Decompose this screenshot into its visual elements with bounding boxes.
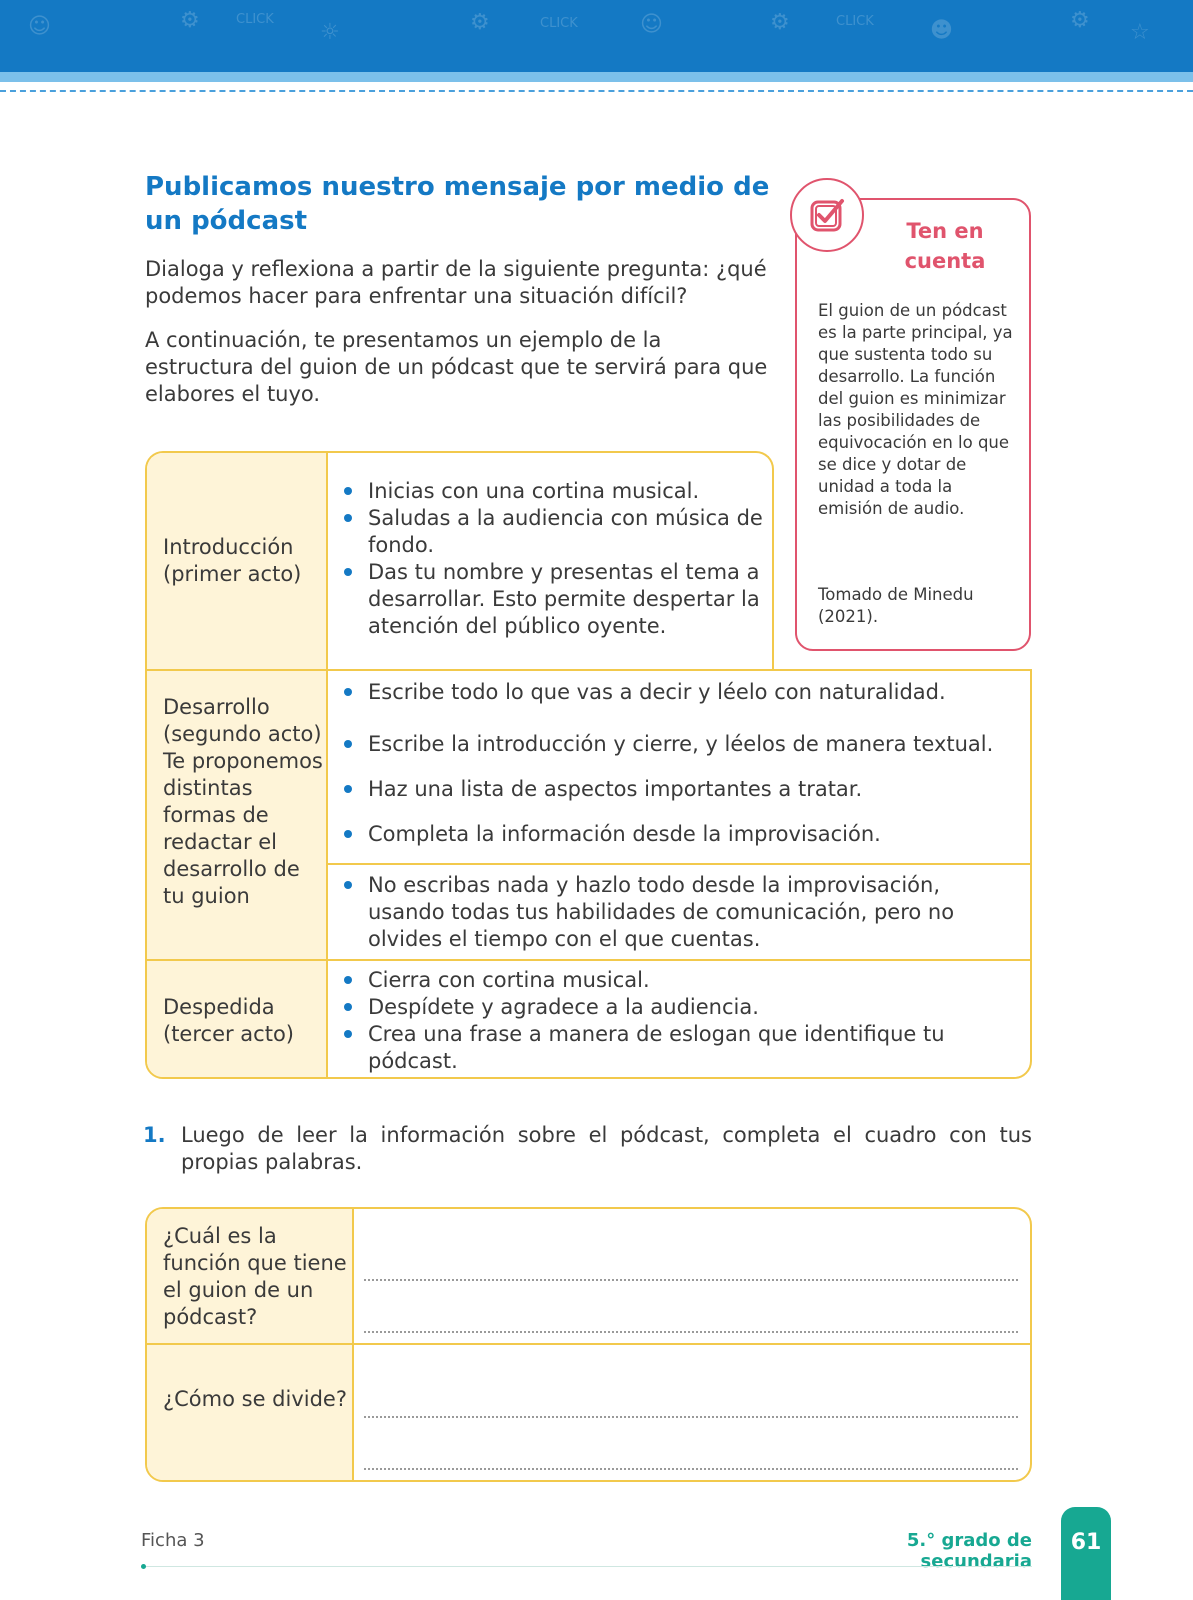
gear-icon: ⚙	[180, 8, 200, 33]
intro-list	[338, 478, 764, 640]
intro-paragraph-1: Dialoga y reflexiona a partir de la siguiente pregunta: ¿qué podemos hacer para enfrentar una situación difícil?	[145, 257, 767, 308]
close-list	[338, 967, 978, 1075]
gear-icon: ⚙	[470, 10, 490, 35]
list-item: Das tu nombre y presentas el tema a desarrollar. Esto permite despertar la atención del público oyente.	[338, 559, 764, 640]
section-title: Publicamos nuestro mensaje por medio de un pódcast	[145, 172, 770, 236]
doodle-text: CLICK	[836, 14, 874, 29]
tip-source: Tomado de Minedu (2021).	[818, 585, 974, 626]
gear-icon: ⚙	[770, 10, 790, 35]
footer-dot	[141, 1564, 146, 1569]
intro-paragraph-2: A continuación, te presentamos un ejemplo de la estructura del guion de un pódcast que te servirá para que elabores el tuyo.	[145, 328, 768, 406]
list-item: Saludas a la audiencia con música de fondo.	[338, 505, 764, 559]
footer-divider	[141, 1566, 1032, 1567]
tip-title: Ten en cuenta	[904, 219, 986, 273]
checklist-icon	[790, 178, 864, 252]
activity-number: 1.	[143, 1123, 166, 1147]
header-banner	[0, 0, 1193, 72]
smiley-icon: ☺	[640, 12, 663, 37]
list-item: No escribas nada y hazlo todo desde la improvisación, usando todas tus habilidades de comunicación, pero no olvides el tiempo con el que cuentas.	[338, 872, 1008, 953]
footer-grade-label: 5.° grado de secundaria	[906, 1530, 1032, 1572]
gear-icon: ⚙	[1070, 8, 1090, 33]
question-2: ¿Cómo se divide?	[163, 1387, 347, 1411]
intro-label: Introducción (primer acto)	[163, 535, 302, 586]
header-divider	[0, 90, 1193, 92]
bulb-icon: ☼	[320, 20, 340, 45]
smiley-icon: ☺	[28, 14, 51, 39]
doodle-text: CLICK	[236, 12, 274, 27]
table-divider	[326, 451, 328, 671]
person-icon: ☻	[930, 18, 953, 43]
table-divider	[326, 669, 328, 1079]
question-1: ¿Cuál es la función que tiene el guion de un pódcast?	[163, 1224, 347, 1329]
list-item: Haz una lista de aspectos importantes a tratar.	[338, 776, 1048, 803]
list-item: Escribe todo lo que vas a decir y léelo con naturalidad.	[338, 679, 1048, 706]
tip-body: El guion de un pódcast es la parte principal, ya que sustenta todo su desarrollo. La función del guion es minimizar las posibilidades de equivocación en lo que se dice y dotar de unidad a toda la emisión de audio.	[818, 301, 1013, 518]
list-item: Completa la información desde la improvisación.	[338, 821, 1048, 848]
table-divider	[145, 1343, 1032, 1345]
list-item: Inicias con una cortina musical.	[338, 478, 764, 505]
table-divider	[145, 959, 1032, 961]
activity-instruction: Luego de leer la información sobre el pódcast, completa el cuadro con tus propias palabras.	[181, 1123, 1032, 1174]
list-item: Despídete y agradece a la audiencia.	[338, 994, 978, 1021]
answer-line[interactable]	[364, 1331, 1018, 1333]
list-item: Escribe la introducción y cierre, y léelos de manera textual.	[338, 731, 1048, 758]
dev-label: Desarrollo (segundo acto) Te proponemos distintas formas de redactar el desarrollo de tu guion	[163, 695, 323, 908]
page-number: 61	[1061, 1507, 1111, 1600]
list-item: Crea una frase a manera de eslogan que identifique tu pódcast.	[338, 1021, 978, 1075]
close-label: Despedida (tercer acto)	[163, 995, 294, 1046]
list-item: Cierra con cortina musical.	[338, 967, 978, 994]
star-icon: ☆	[1130, 20, 1150, 45]
table-divider	[326, 863, 1032, 865]
footer-sheet-label: Ficha 3	[141, 1530, 205, 1551]
header-stripe	[0, 72, 1193, 82]
answer-line[interactable]	[364, 1468, 1018, 1470]
answer-line[interactable]	[364, 1416, 1018, 1418]
answer-line[interactable]	[364, 1279, 1018, 1281]
doodle-text: CLICK	[540, 16, 578, 31]
